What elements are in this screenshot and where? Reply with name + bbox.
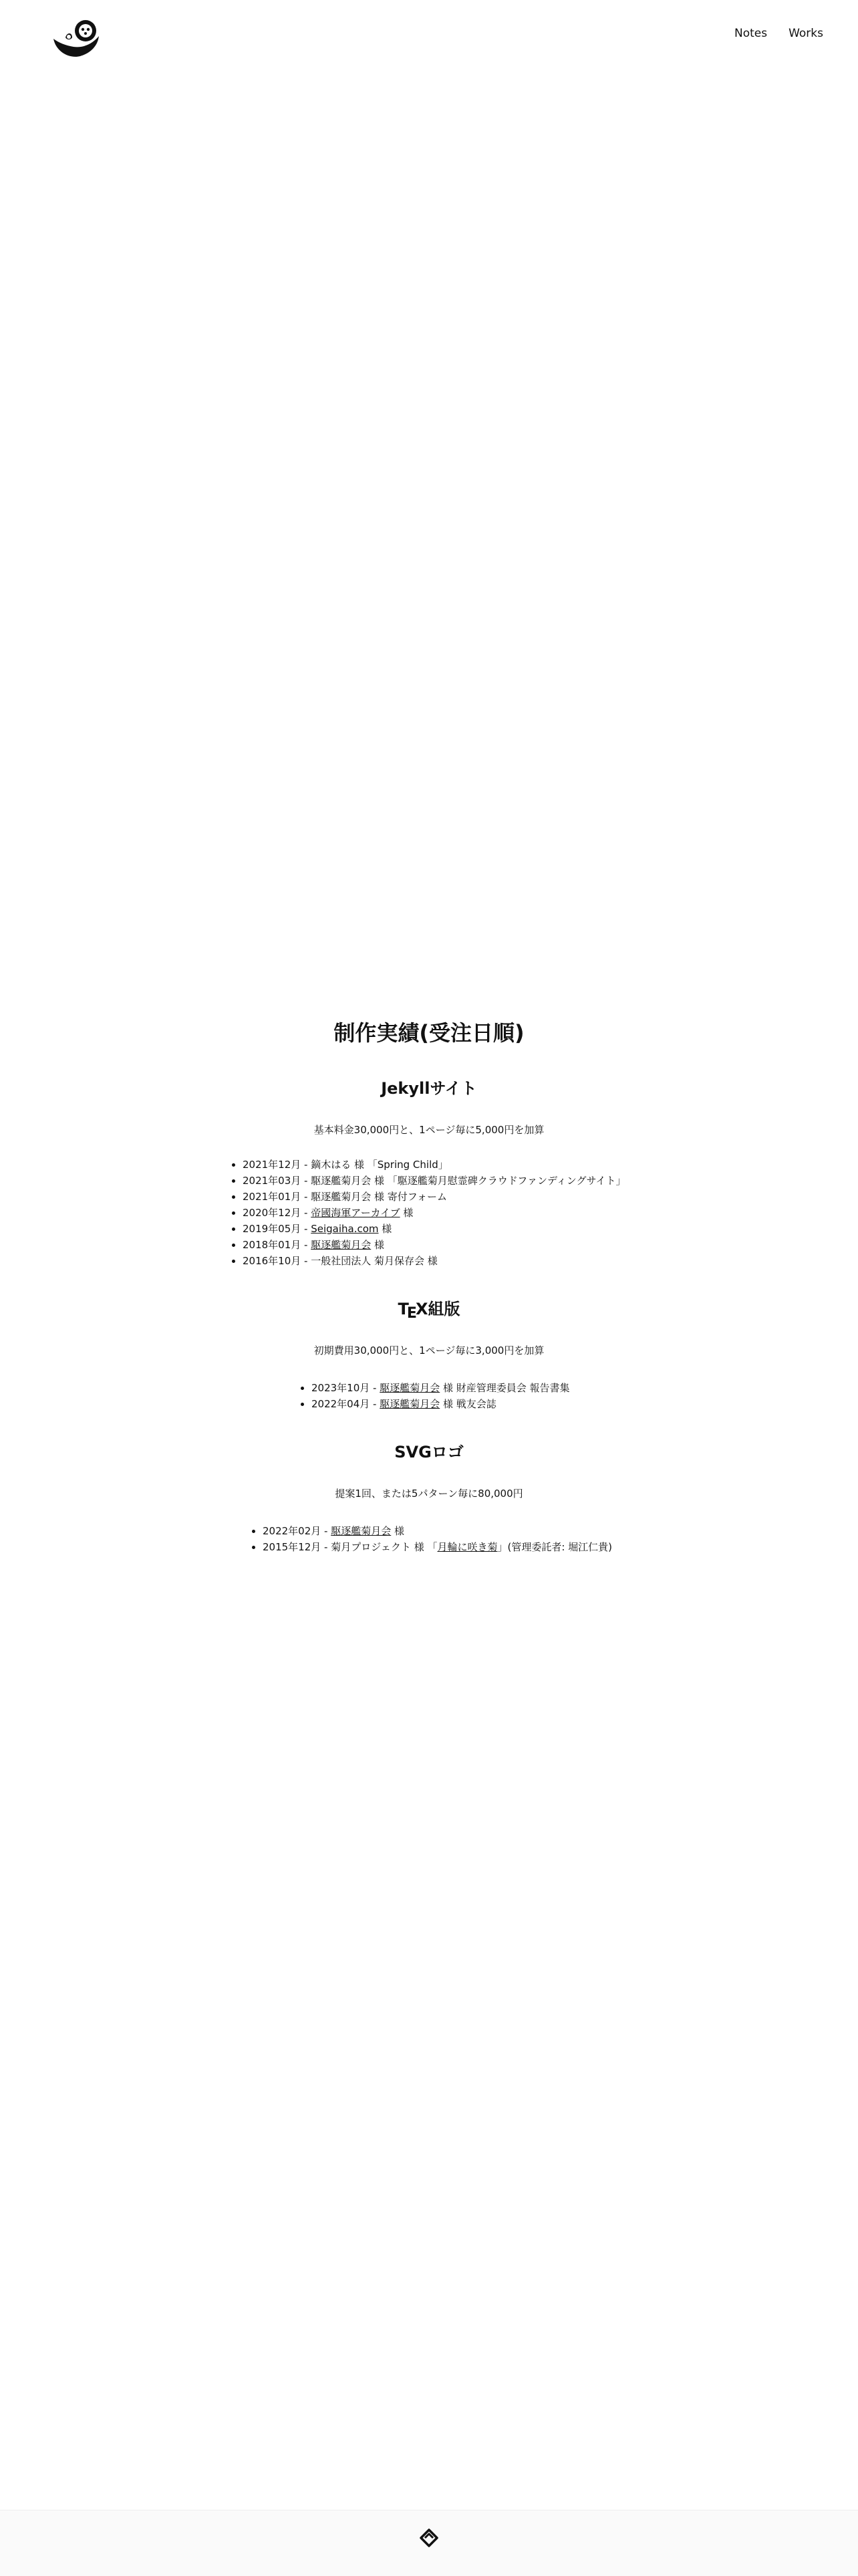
work-link[interactable]: 駆逐艦菊月会	[331, 1525, 392, 1537]
list-item: • 2021年03月 - 駆逐艦菊月会 様 「駆逐艦菊月慰霊碑クラウドファンディングサイト」	[243, 1173, 858, 1189]
tex-section	[0, 1296, 858, 1412]
otter-logo-icon[interactable]	[51, 17, 102, 59]
list-item: • 2020年12月 - 帝國海軍アーカイブ 様	[243, 1205, 858, 1221]
jekyll-pricing-note: 基本料金30,000円と、1ページ毎に5,000円を加算	[313, 1124, 545, 1136]
list-item: • 2022年02月 - 駆逐艦菊月会 様	[263, 1523, 858, 1539]
svg-pricing-note: 提案1回、または5パターン毎に80,000円	[335, 1488, 523, 1500]
works-content	[0, 1016, 858, 1555]
list-item: • 2016年10月 - 一般社団法人 菊月保存会 様	[243, 1253, 858, 1269]
site-footer	[0, 2510, 858, 2576]
diamond-logo-icon[interactable]	[419, 2528, 439, 2548]
site-header	[0, 0, 858, 77]
list-item: • 2015年12月 - 菊月プロジェクト 様 「月輪に咲き菊」(管理委託者: 堀江仁貴)	[263, 1539, 858, 1555]
jekyll-section-title: Jekyllサイト	[381, 1079, 477, 1098]
list-item: • 2018年01月 - 駆逐艦菊月会 様	[243, 1237, 858, 1253]
work-link[interactable]: 帝國海軍アーカイブ	[311, 1207, 400, 1219]
jekyll-works-list	[243, 1157, 858, 1269]
work-link[interactable]: 駆逐艦菊月会	[380, 1398, 440, 1410]
work-link[interactable]: Seigaiha.com	[311, 1223, 379, 1235]
svg-works-list	[263, 1523, 858, 1555]
svg-logo-section	[0, 1439, 858, 1555]
tex-works-list	[311, 1380, 858, 1412]
nav-notes-link[interactable]: Notes	[734, 27, 768, 40]
work-link[interactable]: 駆逐艦菊月会	[311, 1239, 372, 1251]
tex-pricing-note: 初期費用30,000円と、1ページ毎に3,000円を加算	[313, 1344, 545, 1357]
nav-works-link[interactable]: Works	[789, 27, 823, 40]
work-link[interactable]: 駆逐艦菊月会	[380, 1382, 440, 1394]
list-item: • 2021年12月 - 鏑木はる 様 「Spring Child」	[243, 1157, 858, 1173]
list-item: • 2019年05月 - Seigaiha.com 様	[243, 1221, 858, 1237]
list-item: • 2022年04月 - 駆逐艦菊月会 様 戦友会誌	[311, 1396, 858, 1412]
main-nav	[734, 27, 823, 40]
svg-section-title: SVGロゴ	[394, 1443, 464, 1461]
list-item: • 2021年01月 - 駆逐艦菊月会 様 寄付フォーム	[243, 1189, 858, 1205]
tex-section-title: TEX組版	[398, 1300, 460, 1322]
work-link[interactable]: 月輪に咲き菊	[437, 1541, 498, 1553]
jekyll-section	[0, 1075, 858, 1269]
page-title: 制作実績(受注日順)	[333, 1020, 525, 1046]
list-item: • 2023年10月 - 駆逐艦菊月会 様 財産管理委員会 報告書集	[311, 1380, 858, 1396]
